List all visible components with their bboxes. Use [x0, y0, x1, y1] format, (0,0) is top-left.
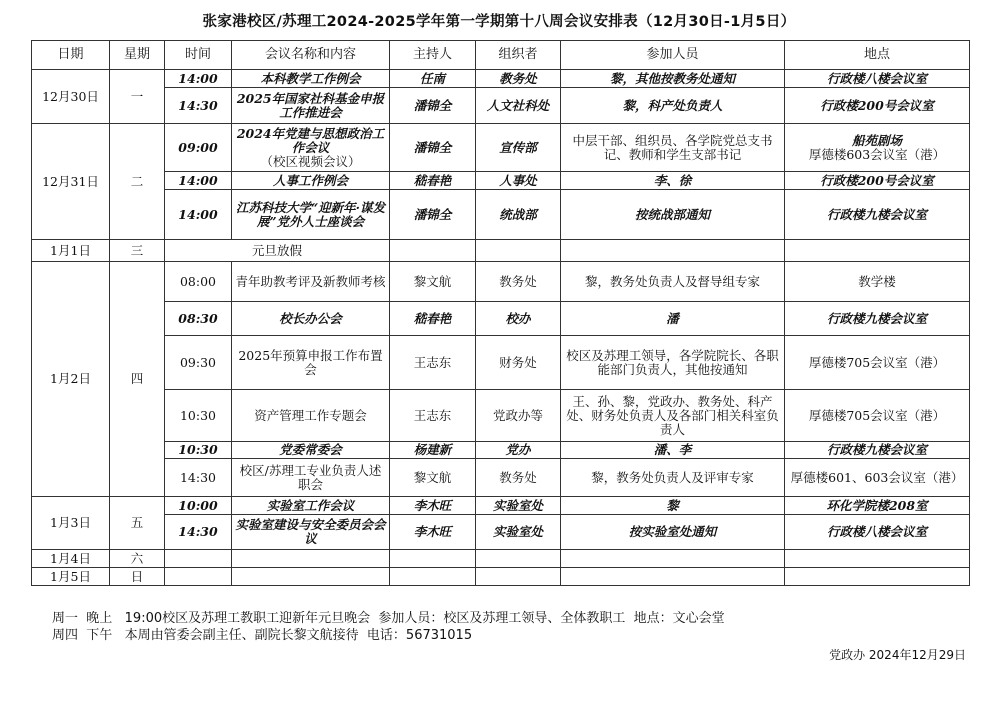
organizer-cell: 党政办等	[476, 390, 561, 442]
date-cell: 12月30日	[32, 70, 110, 124]
empty-cell	[165, 568, 232, 586]
table-row	[32, 302, 970, 336]
meeting-schedule-table	[31, 40, 970, 586]
header-attendees: 参加人员	[561, 41, 785, 70]
table-row	[32, 262, 970, 302]
weekday-cell: 二	[110, 124, 165, 240]
empty-cell	[232, 568, 390, 586]
location-subtext: 厚德楼603会议室（港）	[808, 146, 946, 162]
header-organizer: 组织者	[476, 41, 561, 70]
empty-cell	[476, 240, 561, 262]
host-cell: 黎文航	[390, 262, 476, 302]
organizer-cell: 实验室处	[476, 497, 561, 515]
location-cell: 行政楼八楼会议室	[785, 515, 970, 550]
table-row	[32, 390, 970, 442]
meeting-name-cell: 校长办公会	[232, 302, 390, 336]
organizer-cell: 教务处	[476, 70, 561, 88]
attendees-cell: 王、孙、黎，党政办、教务处、科产处、财务处负责人及各部门相关科室负责人	[561, 390, 785, 442]
location-cell: 行政楼200号会议室	[785, 172, 970, 190]
location-cell: 厚德楼705会议室（港）	[785, 336, 970, 390]
weekday-cell: 日	[110, 568, 165, 586]
host-cell: 潘锦全	[390, 88, 476, 124]
attendees-cell: 黎，教务处负责人及督导组专家	[561, 262, 785, 302]
host-cell: 嵇春艳	[390, 302, 476, 336]
host-cell: 潘锦全	[390, 190, 476, 240]
attendees-cell: 潘、李	[561, 442, 785, 459]
attendees-cell: 校区及苏理工领导，各学院院长、各职能部门负责人，其他按通知	[561, 336, 785, 390]
meeting-name-cell: 实验室建设与安全委员会会议	[232, 515, 390, 550]
location-text: 船苑剧场	[851, 132, 902, 148]
time-cell: 14:30	[165, 459, 232, 497]
meeting-name-cell: 实验室工作会议	[232, 497, 390, 515]
host-cell: 任南	[390, 70, 476, 88]
location-cell: 环化学院楼208室	[785, 497, 970, 515]
host-cell: 李木旺	[390, 497, 476, 515]
location-cell: 厚德楼601、603会议室（港）	[785, 459, 970, 497]
header-meeting-name: 会议名称和内容	[232, 41, 390, 70]
empty-cell	[785, 240, 970, 262]
host-cell: 嵇春艳	[390, 172, 476, 190]
time-cell: 08:00	[165, 262, 232, 302]
attendees-cell: 潘	[561, 302, 785, 336]
table-row	[32, 459, 970, 497]
table-header-row	[32, 41, 970, 70]
empty-cell	[390, 550, 476, 568]
weekday-cell: 一	[110, 70, 165, 124]
footnotes	[52, 610, 725, 644]
empty-cell	[561, 568, 785, 586]
empty-cell	[561, 240, 785, 262]
table-row	[32, 515, 970, 550]
footnote-line: 周四 下午 本周由管委会副主任、副院长黎文航接待 电话：56731015	[52, 628, 473, 643]
organizer-cell: 教务处	[476, 459, 561, 497]
meeting-name-cell	[232, 124, 390, 172]
attendees-cell: 中层干部、组织员、各学院党总支书记、教师和学生支部书记	[561, 124, 785, 172]
host-cell: 王志东	[390, 390, 476, 442]
table-row	[32, 124, 970, 172]
attendees-cell: 李、徐	[561, 172, 785, 190]
table-row	[32, 190, 970, 240]
weekday-cell: 三	[110, 240, 165, 262]
date-cell: 1月4日	[32, 550, 110, 568]
table-row	[32, 550, 970, 568]
organizer-cell: 实验室处	[476, 515, 561, 550]
location-cell: 行政楼八楼会议室	[785, 70, 970, 88]
meeting-name-cell: 2025年预算申报工作布置会	[232, 336, 390, 390]
header-location: 地点	[785, 41, 970, 70]
meeting-name-cell: 江苏科技大学“迎新年·谋发展”党外人士座谈会	[232, 190, 390, 240]
host-cell: 潘锦全	[390, 124, 476, 172]
header-time: 时间	[165, 41, 232, 70]
empty-cell	[165, 550, 232, 568]
table-row	[32, 172, 970, 190]
table-row	[32, 336, 970, 390]
empty-cell	[390, 568, 476, 586]
empty-cell	[390, 240, 476, 262]
time-cell: 14:30	[165, 515, 232, 550]
location-cell: 行政楼200号会议室	[785, 88, 970, 124]
organizer-cell: 党办	[476, 442, 561, 459]
organizer-cell: 人事处	[476, 172, 561, 190]
weekday-cell: 五	[110, 497, 165, 550]
time-cell: 09:00	[165, 124, 232, 172]
meeting-name-cell: 青年助教考评及新教师考核	[232, 262, 390, 302]
meeting-name-cell: 党委常委会	[232, 442, 390, 459]
header-date: 日期	[32, 41, 110, 70]
weekday-cell: 六	[110, 550, 165, 568]
location-cell: 行政楼九楼会议室	[785, 442, 970, 459]
table-row	[32, 88, 970, 124]
meeting-name-subtext: （校区视频会议）	[260, 153, 361, 169]
location-cell	[785, 124, 970, 172]
location-cell: 厚德楼705会议室（港）	[785, 390, 970, 442]
empty-cell	[232, 550, 390, 568]
empty-cell	[561, 550, 785, 568]
meeting-name-cell: 校区/苏理工专业负责人述职会	[232, 459, 390, 497]
time-cell: 10:30	[165, 442, 232, 459]
organizer-cell: 教务处	[476, 262, 561, 302]
table-row	[32, 497, 970, 515]
attendees-cell: 按实验室处通知	[561, 515, 785, 550]
meeting-name-text: 2024年党建与思想政治工作会议	[236, 125, 385, 155]
empty-cell	[785, 550, 970, 568]
date-cell: 1月2日	[32, 262, 110, 497]
table-row	[32, 442, 970, 459]
attendees-cell: 黎，教务处负责人及评审专家	[561, 459, 785, 497]
organizer-cell: 财务处	[476, 336, 561, 390]
location-cell: 教学楼	[785, 262, 970, 302]
meeting-name-cell: 资产管理工作专题会	[232, 390, 390, 442]
organizer-cell: 校办	[476, 302, 561, 336]
header-weekday: 星期	[110, 41, 165, 70]
host-cell: 黎文航	[390, 459, 476, 497]
attendees-cell: 黎	[561, 497, 785, 515]
date-cell: 12月31日	[32, 124, 110, 240]
organizer-cell: 人文社科处	[476, 88, 561, 124]
time-cell: 10:30	[165, 390, 232, 442]
date-cell: 1月5日	[32, 568, 110, 586]
time-cell: 14:30	[165, 88, 232, 124]
organizer-cell: 统战部	[476, 190, 561, 240]
time-cell: 10:00	[165, 497, 232, 515]
location-cell: 行政楼九楼会议室	[785, 190, 970, 240]
time-cell: 14:00	[165, 190, 232, 240]
time-cell: 09:30	[165, 336, 232, 390]
table-row	[32, 70, 970, 88]
meeting-name-cell: 本科教学工作例会	[232, 70, 390, 88]
attendees-cell: 黎，科产处负责人	[561, 88, 785, 124]
page-title: 张家港校区/苏理工2024-2025学年第一学期第十八周会议安排表（12月30日-1月5日）	[202, 14, 796, 30]
time-cell: 08:30	[165, 302, 232, 336]
meeting-name-cell: 2025年国家社科基金申报工作推进会	[232, 88, 390, 124]
table-row	[32, 240, 970, 262]
host-cell: 王志东	[390, 336, 476, 390]
organizer-cell: 宣传部	[476, 124, 561, 172]
attendees-cell: 按统战部通知	[561, 190, 785, 240]
signoff: 党政办 2024年12月29日	[829, 648, 966, 662]
date-cell: 1月3日	[32, 497, 110, 550]
location-cell: 行政楼九楼会议室	[785, 302, 970, 336]
holiday-note-cell: 元旦放假	[165, 240, 390, 262]
host-cell: 李木旺	[390, 515, 476, 550]
footnote-line: 周一 晚上 19:00校区及苏理工教职工迎新年元旦晚会 参加人员：校区及苏理工领导、全体教职工 地点：文心会堂	[52, 611, 725, 626]
empty-cell	[476, 568, 561, 586]
attendees-cell: 黎，其他按教务处通知	[561, 70, 785, 88]
weekday-cell: 四	[110, 262, 165, 497]
host-cell: 杨建新	[390, 442, 476, 459]
date-cell: 1月1日	[32, 240, 110, 262]
time-cell: 14:00	[165, 172, 232, 190]
meeting-name-cell: 人事工作例会	[232, 172, 390, 190]
empty-cell	[476, 550, 561, 568]
time-cell: 14:00	[165, 70, 232, 88]
table-row	[32, 568, 970, 586]
header-host: 主持人	[390, 41, 476, 70]
empty-cell	[785, 568, 970, 586]
